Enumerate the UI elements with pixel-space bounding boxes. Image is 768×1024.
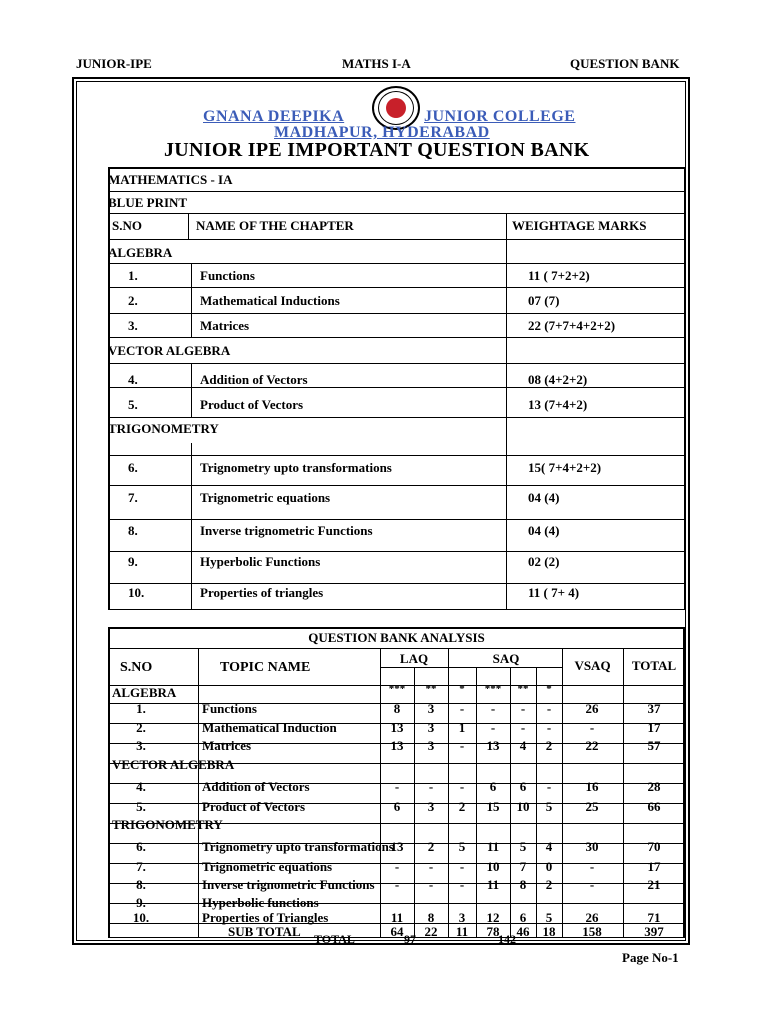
- flame-icon: [386, 98, 406, 118]
- rule-line: [506, 213, 507, 609]
- chapter-marks: 13 (7+4+2): [528, 397, 588, 412]
- subtotal-count: 46: [516, 924, 530, 939]
- chapter-sno: 1.: [128, 268, 138, 283]
- topic-count: 0: [545, 859, 553, 874]
- topic-count: 10: [516, 799, 530, 814]
- chapter-sno: 3.: [128, 318, 138, 333]
- section-heading: VECTOR ALGEBRA: [108, 343, 231, 358]
- topic-count: -: [394, 779, 400, 794]
- rule-line: [108, 551, 686, 552]
- topic-count: 16: [585, 779, 599, 794]
- topic-count: 15: [486, 799, 500, 814]
- star-level: *: [546, 683, 552, 695]
- col-vsaq: VSAQ: [574, 658, 611, 673]
- rule-line: [380, 667, 562, 668]
- chapter-name: Functions: [200, 268, 255, 283]
- chapter-marks: 02 (2): [528, 554, 560, 569]
- topic-count: 12: [486, 910, 500, 925]
- topic-count: 8: [519, 877, 527, 892]
- college-name-left: GNANA DEEPIKA: [203, 108, 345, 125]
- total-label: TOTAL: [314, 932, 355, 946]
- chapter-marks: 04 (4): [528, 523, 560, 538]
- topic-count: 13: [390, 738, 404, 753]
- topic-name: Matrices: [202, 738, 252, 753]
- topic-sno: 10.: [132, 910, 150, 925]
- rule-line: [108, 167, 110, 609]
- topic-count: -: [490, 701, 496, 716]
- chapter-marks: 15( 7+4+2+2): [528, 460, 602, 475]
- chapter-sno: 10.: [128, 585, 145, 600]
- header-right: QUESTION BANK: [570, 56, 680, 71]
- topic-name: Trignometric equations: [202, 859, 333, 874]
- topic-count: -: [490, 720, 496, 735]
- topic-sno: 2.: [136, 720, 146, 735]
- topic-count: 71: [647, 910, 661, 925]
- topic-name: Functions: [202, 701, 257, 716]
- rule-line: [188, 213, 189, 239]
- rule-line: [108, 903, 685, 904]
- chapter-name: Properties of triangles: [200, 585, 324, 600]
- chapter-sno: 9.: [128, 554, 138, 569]
- topic-sno: 4.: [136, 779, 146, 794]
- topic-name: Hyperbolic functions: [202, 895, 319, 910]
- topic-count: -: [520, 701, 526, 716]
- topic-name: Addition of Vectors: [202, 779, 310, 794]
- chapter-sno: 2.: [128, 293, 138, 308]
- topic-count: 6: [489, 779, 497, 794]
- analysis-table: [108, 627, 685, 946]
- analysis-heading: QUESTION BANK ANALYSIS: [308, 630, 485, 645]
- subject-heading: MATHEMATICS - IA: [108, 172, 233, 187]
- subtotal-count: 158: [582, 924, 602, 939]
- topic-count: 6: [519, 779, 527, 794]
- topic-count: 2: [545, 877, 553, 892]
- topic-count: 5: [519, 839, 527, 854]
- chapter-marks: 04 (4): [528, 490, 560, 505]
- topic-count: 11: [390, 910, 404, 925]
- chapter-marks: 11 ( 7+2+2): [528, 268, 590, 283]
- col-total: TOTAL: [631, 658, 677, 673]
- chapter-name: Mathematical Inductions: [200, 293, 340, 308]
- subtotal-count: 11: [455, 924, 469, 939]
- chapter-name: Product of Vectors: [200, 397, 304, 412]
- topic-count: -: [589, 877, 595, 892]
- topic-count: 6: [393, 799, 401, 814]
- rule-line: [623, 648, 624, 937]
- rule-line: [108, 263, 686, 264]
- rule-line: [684, 167, 686, 609]
- topic-count: 13: [390, 720, 404, 735]
- topic-count: -: [459, 779, 465, 794]
- topic-count: 1: [458, 720, 466, 735]
- blueprint-table: [108, 167, 686, 609]
- topic-count: -: [428, 877, 434, 892]
- rule-line: [191, 263, 192, 337]
- topic-sno: 7.: [136, 859, 146, 874]
- page-title: JUNIOR IPE IMPORTANT QUESTION BANK: [164, 139, 590, 161]
- topic-count: 30: [585, 839, 599, 854]
- col-laq: LAQ: [399, 651, 429, 666]
- chapter-marks: 07 (7): [528, 293, 560, 308]
- topic-count: 4: [545, 839, 553, 854]
- college-location: MADHAPUR, HYDERABAD: [274, 124, 490, 141]
- header-left: JUNIOR-IPE: [76, 56, 152, 71]
- topic-count: 17: [647, 859, 661, 874]
- page-number: Page No-1: [622, 950, 679, 965]
- rule-line: [108, 583, 686, 584]
- rule-line: [108, 648, 685, 649]
- topic-count: -: [546, 701, 552, 716]
- col-saq: SAQ: [492, 651, 520, 666]
- topic-count: 4: [519, 738, 527, 753]
- topic-count: -: [459, 859, 465, 874]
- star-level: **: [517, 683, 529, 695]
- rule-line: [108, 609, 686, 610]
- rule-line: [108, 213, 686, 214]
- chapter-sno: 4.: [128, 372, 138, 387]
- topic-count: 8: [427, 910, 435, 925]
- chapter-sno: 8.: [128, 523, 138, 538]
- topic-count: 5: [545, 910, 553, 925]
- topic-name: Properties of Triangles: [202, 910, 329, 925]
- topic-count: 26: [585, 701, 599, 716]
- topic-name: Mathematical Induction: [202, 720, 337, 735]
- topic-count: 5: [458, 839, 466, 854]
- topic-count: -: [394, 859, 400, 874]
- topic-sno: 3.: [136, 738, 146, 753]
- topic-count: -: [459, 877, 465, 892]
- topic-count: -: [589, 859, 595, 874]
- topic-count: -: [459, 738, 465, 753]
- topic-sno: 8.: [136, 877, 146, 892]
- total-saq: 142: [498, 932, 516, 946]
- topic-sno: 9.: [136, 895, 146, 910]
- topic-count: -: [428, 859, 434, 874]
- topic-count: 3: [458, 910, 466, 925]
- header-center: MATHS I-A: [342, 56, 411, 71]
- subtotal-count: 397: [644, 924, 664, 939]
- chapter-marks: 22 (7+7+4+2+2): [528, 318, 616, 333]
- topic-count: 66: [647, 799, 661, 814]
- chapter-marks: 08 (4+2+2): [528, 372, 588, 387]
- subtotal-count: 78: [486, 924, 500, 939]
- chapter-sno: 5.: [128, 397, 138, 412]
- topic-count: 7: [519, 859, 527, 874]
- star-level: **: [425, 683, 437, 695]
- star-level: ***: [484, 683, 502, 695]
- chapter-name: Matrices: [200, 318, 250, 333]
- topic-count: -: [546, 779, 552, 794]
- topic-count: 25: [585, 799, 599, 814]
- rule-line: [198, 648, 199, 937]
- blueprint-heading: BLUE PRINT: [108, 195, 188, 210]
- rule-line: [108, 191, 686, 192]
- topic-count: -: [459, 701, 465, 716]
- topic-count: 5: [545, 799, 553, 814]
- topic-count: 3: [427, 799, 435, 814]
- topic-count: -: [546, 720, 552, 735]
- chapter-sno: 7.: [128, 490, 138, 505]
- col-sno: S.NO: [112, 218, 142, 233]
- section-heading: TRIGONOMETRY: [108, 421, 219, 436]
- section-heading: ALGEBRA: [108, 245, 173, 260]
- topic-count: -: [520, 720, 526, 735]
- rule-line: [108, 455, 686, 456]
- topic-count: 2: [458, 799, 466, 814]
- chapter-name: Trignometric equations: [200, 490, 331, 505]
- topic-count: 3: [427, 738, 435, 753]
- subtotal-count: 64: [390, 924, 404, 939]
- topic-count: 2: [545, 738, 553, 753]
- topic-count: 28: [647, 779, 661, 794]
- star-level: *: [459, 683, 465, 695]
- topic-count: 3: [427, 720, 435, 735]
- rule-line: [108, 417, 686, 418]
- rule-line: [108, 313, 686, 314]
- rule-line: [108, 239, 686, 240]
- topic-sno: 6.: [136, 839, 146, 854]
- rule-line: [108, 337, 686, 338]
- chapter-name: Trignometry upto transformations: [200, 460, 392, 475]
- col-sno: S.NO: [120, 660, 153, 675]
- subtotal-count: 18: [542, 924, 556, 939]
- section-heading: TRIGONOMETRY: [112, 817, 223, 832]
- topic-count: 26: [585, 910, 599, 925]
- topic-sno: 5.: [136, 799, 146, 814]
- topic-sno: 1.: [136, 701, 146, 716]
- chapter-name: Inverse trignometric Functions: [200, 523, 373, 538]
- topic-count: 10: [486, 859, 500, 874]
- chapter-name: Hyperbolic Functions: [200, 554, 321, 569]
- topic-count: -: [428, 779, 434, 794]
- topic-count: 2: [427, 839, 435, 854]
- topic-count: 22: [585, 738, 599, 753]
- col-chapter: NAME OF THE CHAPTER: [196, 218, 354, 233]
- rule-line: [108, 627, 685, 629]
- chapter-name: Addition of Vectors: [200, 372, 308, 387]
- topic-name: Trignometry upto transformations: [202, 839, 394, 854]
- rule-line: [108, 167, 686, 168]
- topic-count: 6: [519, 910, 527, 925]
- chapter-marks: 11 ( 7+ 4): [528, 585, 580, 600]
- topic-count: 13: [390, 839, 404, 854]
- topic-count: 70: [647, 839, 661, 854]
- topic-count: 8: [393, 701, 401, 716]
- topic-count: 3: [427, 701, 435, 716]
- rule-line: [191, 363, 192, 417]
- section-heading: VECTOR ALGEBRA: [112, 757, 235, 772]
- topic-count: 37: [647, 701, 661, 716]
- rule-line: [108, 363, 686, 364]
- topic-count: 13: [486, 738, 500, 753]
- star-level: ***: [388, 683, 406, 695]
- subtotal-count: 22: [424, 924, 438, 939]
- topic-count: -: [394, 877, 400, 892]
- topic-count: 11: [486, 839, 500, 854]
- col-topic: TOPIC NAME: [220, 660, 311, 675]
- section-heading: ALGEBRA: [112, 685, 177, 700]
- chapter-sno: 6.: [128, 460, 138, 475]
- rule-line: [108, 627, 110, 937]
- topic-name: Product of Vectors: [202, 799, 306, 814]
- rule-line: [108, 287, 686, 288]
- college-name-right: JUNIOR COLLEGE: [424, 108, 576, 125]
- total-laq: 97: [404, 932, 416, 946]
- topic-count: -: [589, 720, 595, 735]
- rule-line: [108, 485, 686, 486]
- rule-line: [191, 443, 192, 609]
- topic-count: 21: [647, 877, 661, 892]
- subtotal-label: SUB TOTAL: [228, 924, 301, 939]
- topic-name: Inverse trignometric Functions: [202, 877, 375, 892]
- topic-count: 17: [647, 720, 661, 735]
- topic-count: 57: [647, 738, 661, 753]
- rule-line: [108, 519, 686, 520]
- col-weightage: WEIGHTAGE MARKS: [512, 218, 647, 233]
- topic-count: 11: [486, 877, 500, 892]
